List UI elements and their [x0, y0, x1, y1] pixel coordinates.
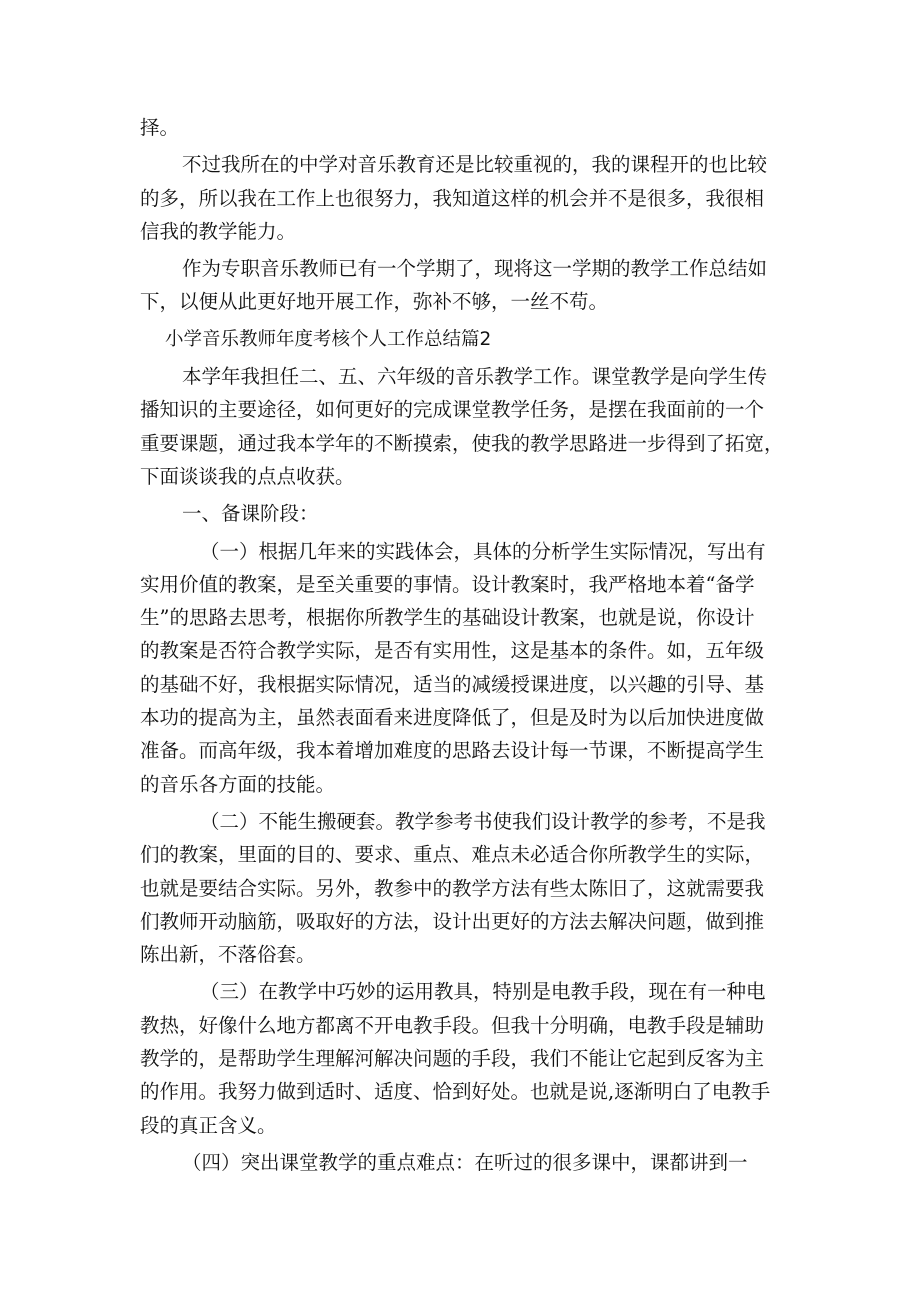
text-line: （三）在教学中巧妙的运用教具，特别是电教手段，现在有一种电 [200, 980, 766, 1004]
text-line: 本学年我担任二、五、六年级的音乐教学工作。课堂教学是向学生传 [182, 365, 768, 389]
text-line: 作为专职音乐教师已有一个学期了，现将这一学期的教学工作总结如 [182, 257, 768, 281]
text-line: 教热，好像什么地方都离不开电教手段。但我十分明确，电教手段是辅助 [140, 1013, 765, 1037]
paragraph [140, 360, 785, 493]
text-line: 的基础不好，我根据实际情况，适当的减缓授课进度，以兴趣的引导、基 [140, 672, 765, 696]
text-line: 不过我所在的中学对音乐教育还是比较重视的，我的课程开的也比较 [182, 153, 768, 177]
text-line: 一、备课阶段： [182, 502, 319, 526]
text-line: 本功的提高为主，虽然表面看来进度降低了，但是及时为以后加快进度做 [140, 706, 765, 730]
paragraph [140, 535, 785, 801]
text-line: 下，以便从此更好地开展工作，弥补不够，一丝不苟。 [140, 290, 609, 314]
text-line: （二）不能生搬硬套。教学参考书使我们设计教学的参考，不是我 [200, 809, 766, 833]
document-page [140, 111, 785, 1183]
text-line: 重要课题，通过我本学年的不断摸索，使我的教学思路进一步得到了拓宽， [140, 431, 784, 455]
text-line: 播知识的主要途径，如何更好的完成课堂教学任务，是摆在我面前的一个 [140, 398, 765, 422]
text-line: 教学的，是帮助学生理解河解决问题的手段，我们不能让它起到反客为主 [140, 1047, 765, 1071]
text-line: 信我的教学能力。 [140, 219, 297, 243]
paragraph [140, 805, 785, 971]
text-line: 小学音乐教师年度考核个人工作总结篇2 [165, 328, 492, 350]
paragraph [140, 252, 785, 319]
text-line: 的音乐各方面的技能。 [140, 772, 336, 796]
text-line: 的作用。我努力做到适时、适度、恰到好处。也就是说,逐渐明白了电教手 [140, 1080, 771, 1104]
text-line: 们的教案，里面的目的、要求、重点、难点未必适合你所教学生的实际， [140, 843, 765, 867]
paragraph [140, 975, 785, 1141]
text-line: 下面谈谈我的点点收获。 [140, 464, 355, 488]
text-line: 择。 [140, 116, 180, 139]
text-line: 们教师开动脑筋，吸取好的方法，设计出更好的方法去解决问题，做到推 [140, 909, 765, 933]
paragraph [140, 323, 785, 356]
text-line: 准备。而高年级，我本着增加难度的思路去设计每一节课，不断提高学生 [140, 739, 765, 763]
text-line: 的多，所以我在工作上也很努力，我知道这样的机会并不是很多，我很相 [140, 186, 765, 210]
text-line: （一）根据几年来的实践体会，具体的分析学生实际情况，写出有 [200, 539, 766, 563]
text-line: 陈出新，不落俗套。 [140, 943, 316, 967]
text-line: （四）突出课堂教学的重点难点：在听过的很多课中，课都讲到一 [182, 1150, 748, 1174]
text-line: 生”的思路去思考，根据你所教学生的基础设计教案，也就是说，你设计 [140, 606, 755, 630]
paragraph [140, 111, 785, 144]
text-line: 段的真正含义。 [140, 1113, 277, 1137]
paragraph-gap [140, 1179, 785, 1183]
paragraph [140, 1146, 785, 1179]
text-line: 实用价值的教案，是至关重要的事情。设计教案时，我严格地本着“备学 [140, 572, 755, 596]
paragraph [140, 497, 785, 530]
paragraph [140, 148, 785, 248]
text-line: 也就是要结合实际。另外，教参中的教学方法有些太陈旧了，这就需要我 [140, 876, 765, 900]
text-line: 的教案是否符合教学实际，是否有实用性，这是基本的条件。如，五年级 [140, 639, 765, 663]
